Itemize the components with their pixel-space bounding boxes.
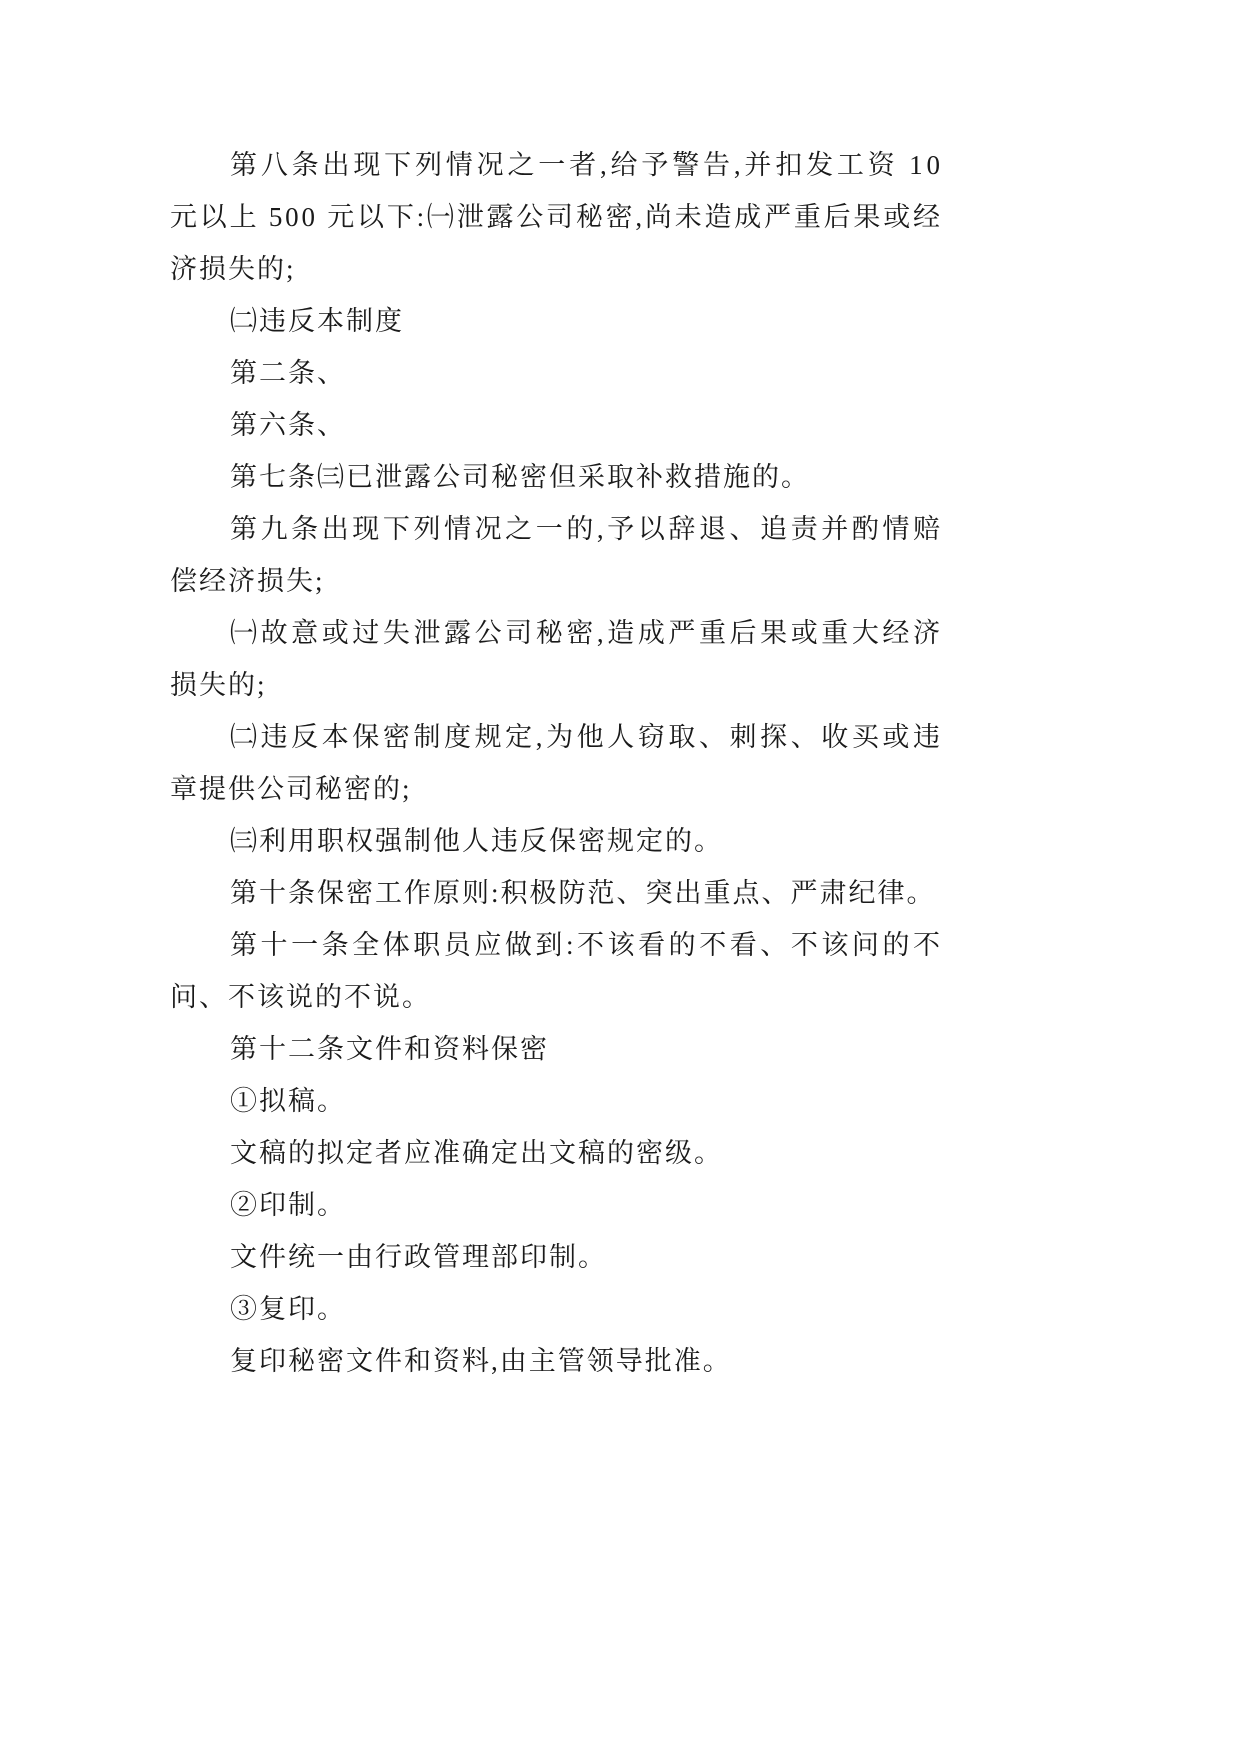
article-9-paragraph <box>170 503 944 607</box>
article-9-item-2 <box>170 711 944 815</box>
article-9-item-1 <box>170 607 944 711</box>
document-body <box>170 139 944 1387</box>
text-line <box>170 1335 940 1387</box>
line-text: 文稿的拟定者应准确定出文稿的密级。 <box>230 1138 723 1168</box>
text-line <box>170 503 944 555</box>
text-line <box>170 919 944 971</box>
item-drafting-heading <box>170 1075 940 1127</box>
text-line <box>170 295 940 347</box>
article-11-paragraph <box>170 919 944 1023</box>
line-text: ①拟稿。 <box>230 1086 346 1116</box>
article-12-heading <box>170 1023 940 1075</box>
text-line <box>170 971 940 1023</box>
article-7-item-3 <box>170 451 940 503</box>
item-copying-text <box>170 1335 940 1387</box>
line-text: 第十二条文件和资料保密 <box>230 1034 549 1064</box>
line-text: ㈢利用职权强制他人违反保密规定的。 <box>230 826 723 856</box>
line-text: 损失的; <box>170 670 267 700</box>
article-8-paragraph <box>170 139 944 295</box>
text-line <box>170 399 940 451</box>
line-text: 第十一条全体职员应做到:不该看的不看、不该问的不 <box>230 930 944 960</box>
text-line <box>170 1179 940 1231</box>
text-line <box>170 607 944 659</box>
text-line <box>170 555 940 607</box>
line-text: 济损失的; <box>170 254 296 284</box>
line-text: 第二条、 <box>230 358 346 388</box>
article-8-item-2 <box>170 295 940 347</box>
text-line <box>170 243 940 295</box>
line-text: ③复印。 <box>230 1294 346 1324</box>
item-printing-text <box>170 1231 940 1283</box>
line-text: 第七条㈢已泄露公司秘密但采取补救措施的。 <box>230 462 810 492</box>
text-line <box>170 451 940 503</box>
text-line <box>170 347 940 399</box>
article-6-reference <box>170 399 940 451</box>
line-text: 偿经济损失; <box>170 566 325 596</box>
text-line <box>170 867 940 919</box>
text-line <box>170 1023 940 1075</box>
line-text: 元以上 500 元以下:㈠泄露公司秘密,尚未造成严重后果或经 <box>170 202 943 232</box>
text-line <box>170 191 943 243</box>
line-text: 问、不该说的不说。 <box>170 982 431 1012</box>
text-line <box>170 1231 940 1283</box>
line-text: ㈡违反本制度 <box>230 306 404 336</box>
line-text: 第九条出现下列情况之一的,予以辞退、追责并酌情赔 <box>230 514 944 544</box>
line-text: 章提供公司秘密的; <box>170 774 412 804</box>
item-copying-heading <box>170 1283 940 1335</box>
article-9-item-3 <box>170 815 940 867</box>
line-text: 复印秘密文件和资料,由主管领导批准。 <box>230 1346 732 1376</box>
line-text: ㈡违反本保密制度规定,为他人窃取、刺探、收买或违 <box>230 722 944 752</box>
text-line <box>170 139 944 191</box>
text-line <box>170 1283 940 1335</box>
text-line <box>170 711 944 763</box>
line-text: 第六条、 <box>230 410 346 440</box>
line-text: ②印制。 <box>230 1190 346 1220</box>
text-line <box>170 815 940 867</box>
line-text: 第十条保密工作原则:积极防范、突出重点、严肃纪律。 <box>230 878 936 908</box>
text-line <box>170 763 940 815</box>
line-text: 第八条出现下列情况之一者,给予警告,并扣发工资 10 <box>230 150 944 180</box>
text-line <box>170 659 940 711</box>
item-printing-heading <box>170 1179 940 1231</box>
line-text: ㈠故意或过失泄露公司秘密,造成严重后果或重大经济 <box>230 618 944 648</box>
item-drafting-text <box>170 1127 940 1179</box>
text-line <box>170 1127 940 1179</box>
article-2-reference <box>170 347 940 399</box>
text-line <box>170 1075 940 1127</box>
article-10-paragraph <box>170 867 940 919</box>
line-text: 文件统一由行政管理部印制。 <box>230 1242 607 1272</box>
